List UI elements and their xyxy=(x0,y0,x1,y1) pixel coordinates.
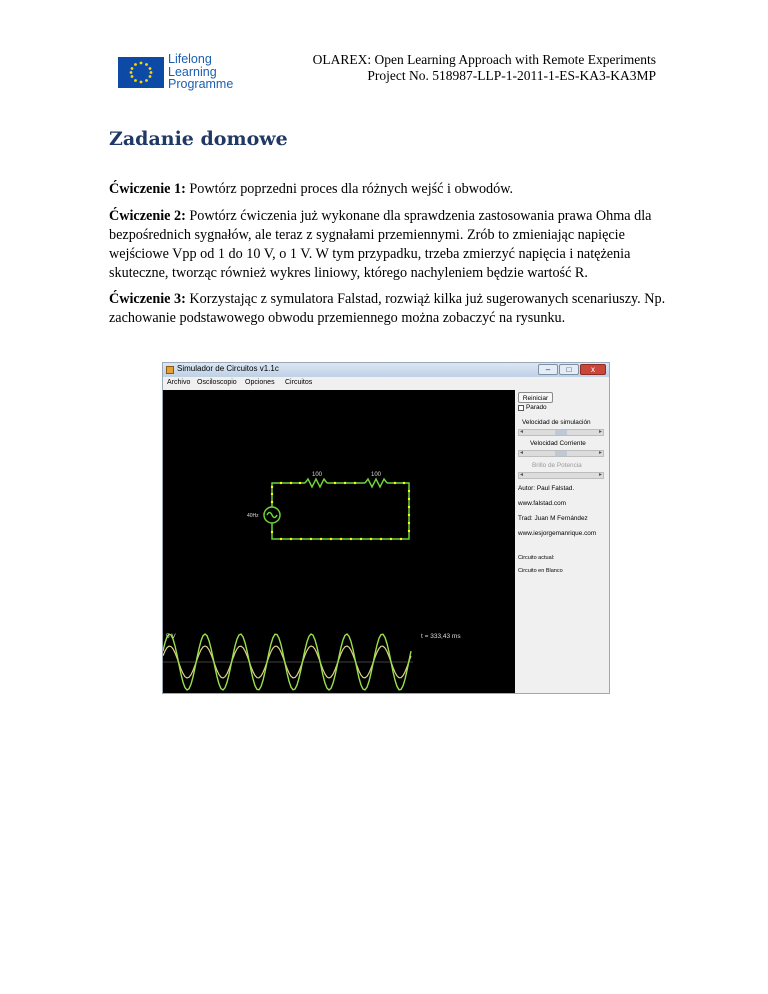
close-button[interactable]: x xyxy=(580,364,606,375)
exercise-2-label: Ćwiczenie 2: xyxy=(109,208,186,224)
exercise-2-text: Powtórz ćwiczenia już wykonane dla sprawdzenia zastosowania prawa Ohma dla bezpośrednich sygnałów, ale teraz z sygnałami przemiennymi. Zrób to zmieniając napięcie wejściowe Vpp od 1 do 10 V, o 1 V. W tym przypadku, trzeba zmierzyć napięcia i natężenia skuteczne, tworząc również wykres liniowy, którego nachyleniem będzie wartość R. xyxy=(109,208,652,281)
site1-link[interactable]: www.falstad.com xyxy=(518,500,566,507)
site2-link[interactable]: www.iesjorgemanrique.com xyxy=(518,530,597,537)
sim-speed-label: Velocidad de simulación xyxy=(522,419,591,426)
wire-path xyxy=(272,483,305,507)
app-icon xyxy=(166,366,174,374)
menu-circuitos[interactable]: Circuitos xyxy=(285,379,313,386)
current-speed-label: Velocidad Corriente xyxy=(530,440,586,447)
current-speed-slider[interactable]: ◂ ▸ xyxy=(520,450,602,456)
exercise-1-label: Ćwiczenie 1: xyxy=(109,181,186,197)
circuit-canvas[interactable] xyxy=(163,390,515,693)
scope-scale: 5 V xyxy=(166,633,176,640)
menu-opciones[interactable]: Opciones xyxy=(245,379,275,386)
page-header xyxy=(313,52,656,84)
lifelong-learning-logo xyxy=(118,53,238,91)
wire-path xyxy=(272,483,409,539)
logo-line3: Programme xyxy=(168,77,234,91)
page-title: Zadanie domowe xyxy=(109,128,288,150)
header-project-name: OLAREX: Open Learning Approach with Remote Experiments xyxy=(312,52,656,67)
resistor-1-label: 100 xyxy=(312,472,323,478)
stopped-label: Parado xyxy=(526,404,547,411)
exercise-1 xyxy=(109,180,669,199)
circuit-drawing xyxy=(163,390,515,693)
eu-flag-icon xyxy=(118,57,164,88)
resistor-1 xyxy=(305,479,327,487)
power-brightness-slider[interactable]: ◂ ▸ xyxy=(520,472,602,478)
resistor-2 xyxy=(365,479,387,487)
ac-source-wave xyxy=(267,513,277,518)
exercise-2 xyxy=(109,207,669,283)
header-project-number: Project No. 518987-LLP-1-2011-1-ES-KA3-KA3MP xyxy=(367,68,656,83)
current-dots xyxy=(271,482,410,540)
author-text: Autor: Paul Falstad. xyxy=(518,485,575,492)
exercise-3-label: Ćwiczenie 3: xyxy=(109,291,186,307)
exercise-1-text: Powtórz poprzedni proces dla różnych wejść i obwodów. xyxy=(185,181,514,197)
logo-text xyxy=(168,53,233,91)
simulator-titlebar xyxy=(163,363,609,377)
logo-line1: Lifelong xyxy=(168,52,212,66)
time-readout: t = 333,43 ms xyxy=(421,633,461,640)
blank-circuit-label: Circuito en Blanco xyxy=(518,568,563,574)
menu-archivo[interactable]: Archivo xyxy=(167,379,191,386)
resistor-2-label: 100 xyxy=(371,472,382,478)
maximize-button[interactable]: □ xyxy=(559,364,579,375)
source-label: 40Hz xyxy=(247,513,259,519)
exercise-3-text: Korzystając z symulatora Falstad, rozwiąż kilka już sugerowanych scenariuszy. Np. zachowanie podstawowego obwodu przemiennego można zobaczyć na rysunku. xyxy=(109,291,666,326)
logo-line2: Learning xyxy=(168,64,217,79)
reset-button[interactable]: Reiniciar xyxy=(518,392,553,403)
translator-text: Trad: Juan M Fernández xyxy=(518,515,588,522)
sim-speed-slider[interactable]: ◂ ▸ xyxy=(520,429,602,435)
control-panel xyxy=(516,390,609,693)
simulator-window xyxy=(162,362,610,694)
window-title: Simulador de Circuitos v1.1c xyxy=(177,364,279,373)
minimize-button[interactable]: – xyxy=(538,364,558,375)
power-brightness-label: Brillo de Potencia xyxy=(532,462,582,469)
exercise-3 xyxy=(109,290,669,328)
stopped-checkbox[interactable] xyxy=(518,405,524,411)
menu-osciloscopio[interactable]: Osciloscopio xyxy=(197,379,237,386)
current-circuit-label: Circuito actual: xyxy=(518,555,555,561)
